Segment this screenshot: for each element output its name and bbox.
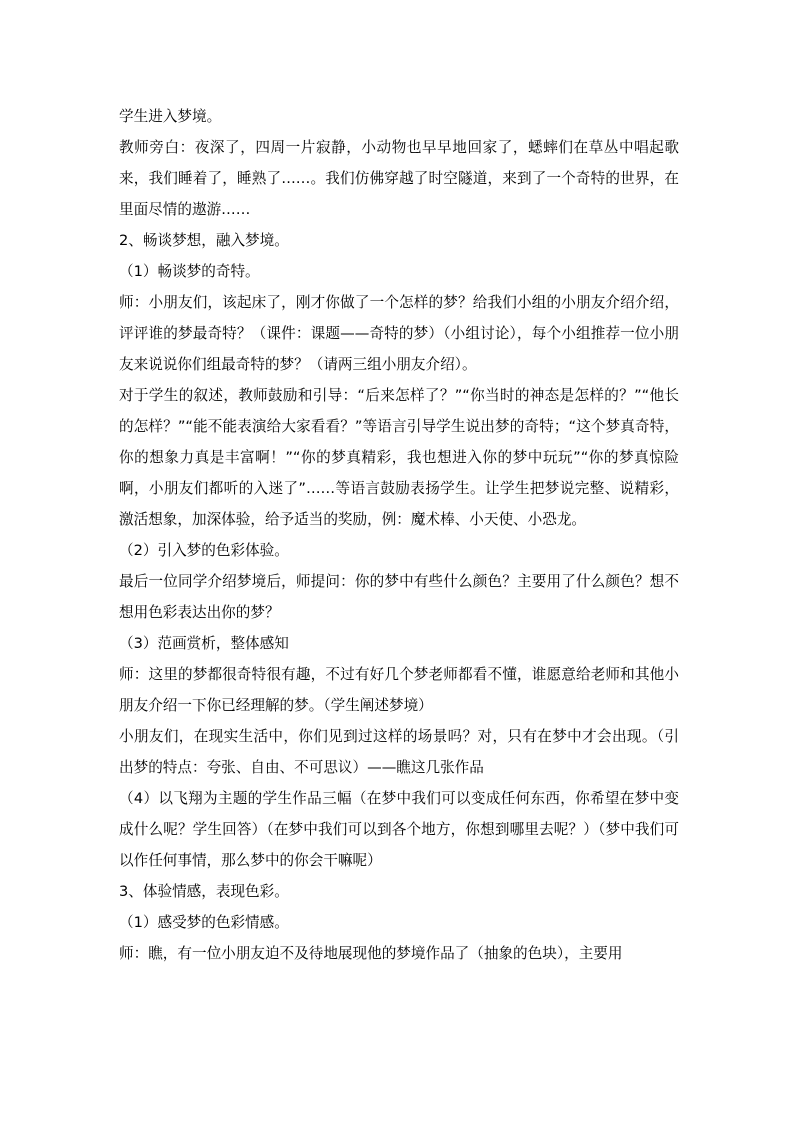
paragraph-reality-question: 小朋友们，在现实生活中，你们见到过这样的场景吗？对，只有在梦中才会出现。（引出梦的特点：夸张、自由、不可思议）——瞧这几张作品 bbox=[119, 728, 679, 776]
paragraph-color-emotion: 师：瞧，有一位小朋友迫不及待地展现他的梦境作品了（抽象的色块），主要用 bbox=[119, 945, 623, 962]
paragraph-teacher-question: 师：小朋友们，该起床了，刚才你做了一个怎样的梦？给我们小组的小朋友介绍介绍，评评谁的梦最奇特？（课件：课题——奇特的梦）（小组讨论），每个小组推荐一位小朋友来说说你们组最奇特的梦？（请两三组小朋友介绍）。 bbox=[119, 294, 679, 373]
paragraph-appreciation: 师：这里的梦都很奇特很有趣，不过有好几个梦老师都看不懂，谁愿意给老师和其他小朋友介绍一下你已经理解的梦。（学生阐述梦境） bbox=[119, 666, 679, 714]
subheading-2-1: （1）畅谈梦的奇特。 bbox=[119, 263, 260, 280]
paragraph-teacher-narration: 教师旁白：夜深了，四周一片寂静，小动物也早早地回家了，蟋蟀们在草丛中唱起歌来，我们睡着了，睡熟了……。我们仿佛穿越了时空隧道，来到了一个奇特的世界，在里面尽情的遨游…… bbox=[119, 139, 679, 218]
paragraph-flying-works: （4）以飞翔为主题的学生作品三幅（在梦中我们可以变成任何东西，你希望在梦中变成什么呢？学生回答）（在梦中我们可以到各个地方，你想到哪里去呢？）（梦中我们可以作任何事情，那么梦中的你会干嘛呢） bbox=[119, 790, 679, 869]
subheading-2-2: （2）引入梦的色彩体验。 bbox=[119, 542, 289, 559]
subheading-3-1: （1）感受梦的色彩情感。 bbox=[119, 914, 289, 931]
section-heading-3: 3、体验情感，表现色彩。 bbox=[119, 883, 289, 900]
section-heading-2: 2、畅谈梦想，融入梦境。 bbox=[119, 232, 289, 249]
document-body bbox=[119, 101, 679, 969]
paragraph-teacher-guidance: 对于学生的叙述，教师鼓励和引导：“后来怎样了？”“你当时的神态是怎样的？”“他长的怎样？”“能不能表演给大家看看？”等语言引导学生说出梦的奇特；“这个梦真奇特，你的想象力真是丰富啊！”“你的梦真精彩，我也想进入你的梦中玩玩”“你的梦真惊险啊，小朋友们都听的入迷了”……等语言鼓励表扬学生。让学生把梦说完整、说精彩，激活想象，加深体验，给予适当的奖励，例：魔术棒、小天使、小恐龙。 bbox=[119, 387, 679, 528]
paragraph-enter-dream: 学生进入梦境。 bbox=[119, 108, 222, 125]
paragraph-color-question: 最后一位同学介绍梦境后，师提问：你的梦中有些什么颜色？主要用了什么颜色？想不想用色彩表达出你的梦？ bbox=[119, 573, 679, 621]
subheading-2-3: （3）范画赏析，整体感知 bbox=[119, 635, 289, 652]
